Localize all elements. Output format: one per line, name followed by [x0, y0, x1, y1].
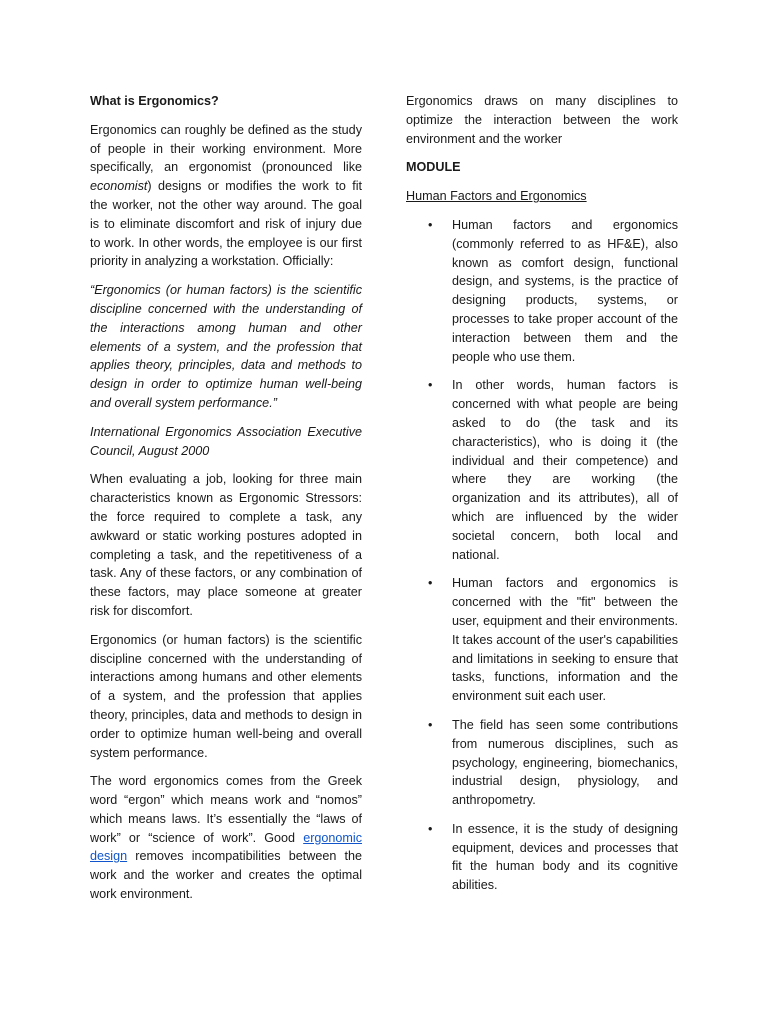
- list-item: [406, 574, 678, 706]
- list-item-text: In essence, it is the study of designing equipment, devices and processes that fit the human body and its cognitive abilities.: [452, 821, 678, 893]
- origin-text-end: removes incompatibilities between the work and the worker and creates the optimal work environment.: [90, 849, 362, 902]
- list-item-text: Human factors and ergonomics (commonly referred to as HF&E), also known as comfort design, functional design, and systems, is the practice of designing products, systems, or processes to take proper account of the interaction between them and the people who use them.: [452, 217, 678, 364]
- hfe-bullet-list: [406, 216, 678, 895]
- list-item: [406, 716, 678, 810]
- disciplines-paragraph: Ergonomics draws on many disciplines to optimize the interaction between the work environment and the worker: [406, 94, 678, 146]
- bullet-icon: •: [428, 576, 433, 591]
- list-item: [406, 376, 678, 564]
- intro-emphasis: economist: [90, 179, 148, 194]
- ergonomic-design-link[interactable]: ergonomic design: [90, 830, 362, 864]
- list-item: [406, 216, 678, 366]
- origin-paragraph: [90, 772, 362, 904]
- stressors-paragraph: When evaluating a job, looking for three main characteristics known as Ergonomic Stressors: the force required to complete a task, any awkward or static working postures adopted in completing a task, and the repetitiveness of a task. Any of these factors, or any combination of these factors, may place someone at greater risk for discomfort.: [90, 472, 362, 618]
- intro-text-end: ) designs or modifies the work to fit the worker, not the other way around. The goal is to eliminate discomfort and risk of injury due to work. In other words, the employee is our first priority in analyzing a workstation. Officially:: [90, 179, 362, 269]
- left-column: [90, 92, 362, 914]
- list-item-text: Human factors and ergonomics is concerned with the "fit" between the user, equipment and their environments. It takes account of the user's capabilities and limitations in seeking to ensure that tasks, functions, information and the environment suit each user.: [452, 576, 678, 704]
- module-heading: MODULE: [406, 160, 461, 175]
- origin-text-start: The word ergonomics comes from the Greek word “ergon” which means work and “nomos” which means laws. It’s essentially the “laws of work” or “science of work”. Good: [90, 774, 362, 845]
- list-item: [406, 820, 678, 895]
- section-title: What is Ergonomics?: [90, 94, 219, 108]
- intro-paragraph: [90, 121, 362, 271]
- bullet-icon: •: [428, 217, 433, 232]
- right-column: [406, 92, 678, 905]
- bullet-icon: •: [428, 378, 433, 393]
- list-item-text: The field has seen some contributions from numerous disciplines, such as psychology, engineering, biomechanics, industrial design, physiology, and anthropometry.: [452, 717, 678, 808]
- intro-text-start: Ergonomics can roughly be defined as the study of people in their working environment. More specifically, an ergonomist (pronounced like: [90, 122, 362, 175]
- bullet-icon: •: [428, 821, 433, 836]
- definition-paragraph: Ergonomics (or human factors) is the scientific discipline concerned with the understanding of interactions among humans and other elements of a system, and the profession that applies theory, principles, data and methods to design in order to optimize human well-being and overall system performance.: [90, 632, 362, 760]
- bullet-icon: •: [428, 717, 433, 732]
- list-item-text: In other words, human factors is concerned with what people are being asked to do (the task and its characteristics), who is doing it (the individual and their competence) and where they are working (the organization and its attributes), all of which are influenced by the wider societal concern, both local and national.: [452, 378, 678, 562]
- quote-citation: International Ergonomics Association Executive Council, August 2000: [90, 424, 362, 458]
- official-definition-quote: “Ergonomics (or human factors) is the scientific discipline concerned with the understanding of the interactions among human and other elements of a system, and the profession that applies theory, principles, data and methods to design in order to optimize human well-being and overall system performance.”: [90, 283, 362, 410]
- hfe-subheading: Human Factors and Ergonomics: [406, 189, 587, 204]
